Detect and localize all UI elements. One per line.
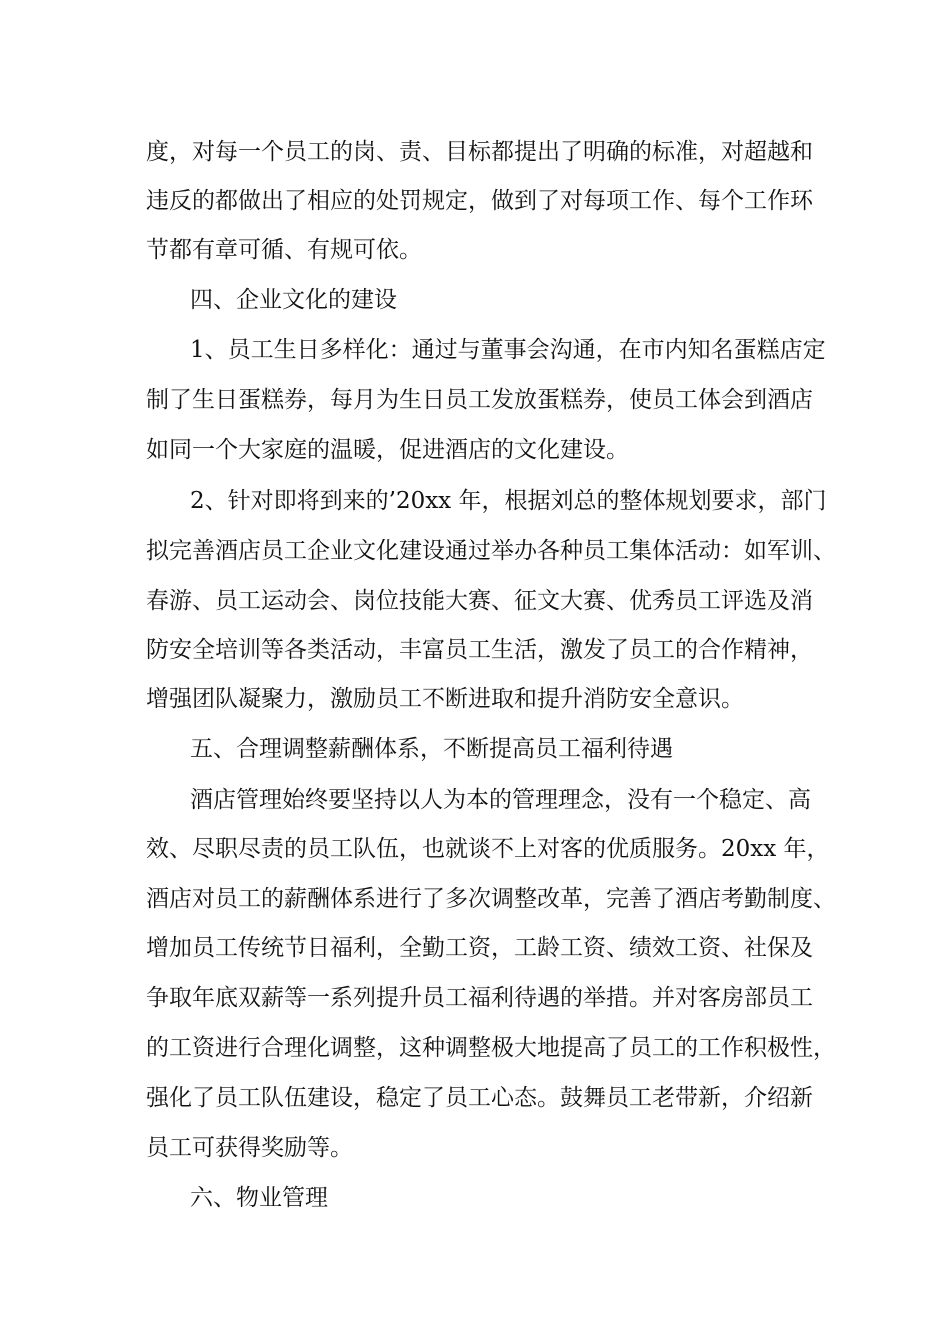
text-line: 制了生日蛋糕券，每月为生日员工发放蛋糕券，使员工体会到酒店 [146, 387, 813, 413]
text-line: 酒店管理始终要坚持以人为本的管理理念，没有一个稳定、高 [190, 787, 811, 813]
text-line: 节都有章可循、有规可依。 [146, 237, 422, 263]
text-line: 1、员工生日多样化：通过与董事会沟通，在市内知名蛋糕店定 [190, 337, 826, 363]
text-line: 争取年底双薪等一系列提升员工福利待遇的举措。并对客房部员工 [146, 985, 813, 1011]
text-line: 如同一个大家庭的温暖，促进酒店的文化建设。 [146, 437, 629, 463]
text-line: 员工可获得奖励等。 [146, 1135, 353, 1161]
text-line: 拟完善酒店员工企业文化建设通过举办各种员工集体活动：如军训、 [146, 538, 836, 564]
text-line: 的工资进行合理化调整，这种调整极大地提高了员工的工作积极性， [146, 1035, 836, 1061]
text-line: 2、针对即将到来的’20xx 年，根据刘总的整体规划要求，部门 [190, 488, 827, 514]
text-line: 酒店对员工的薪酬体系进行了多次调整改革，完善了酒店考勤制度、 [146, 886, 836, 912]
text-line: 增加员工传统节日福利，全勤工资，工龄工资、绩效工资、社保及 [146, 935, 813, 961]
section-heading: 六、物业管理 [190, 1185, 328, 1211]
section-heading: 五、合理调整薪酬体系，不断提高员工福利待遇 [190, 736, 673, 762]
text-line: 违反的都做出了相应的处罚规定，做到了对每项工作、每个工作环 [146, 188, 813, 214]
text-line: 防安全培训等各类活动，丰富员工生活，激发了员工的合作精神， [146, 637, 813, 663]
text-line: 度，对每一个员工的岗、责、目标都提出了明确的标准，对超越和 [146, 139, 813, 165]
text-line: 春游、员工运动会、岗位技能大赛、征文大赛、优秀员工评选及消 [146, 588, 813, 614]
text-line: 强化了员工队伍建设，稳定了员工心态。鼓舞员工老带新，介绍新 [146, 1085, 813, 1111]
section-heading: 四、企业文化的建设 [190, 287, 397, 313]
text-line: 增强团队凝聚力，激励员工不断进取和提升消防安全意识。 [146, 686, 744, 712]
text-line: 效、尽职尽责的员工队伍，也就谈不上对客的优质服务。20xx 年， [146, 836, 830, 862]
